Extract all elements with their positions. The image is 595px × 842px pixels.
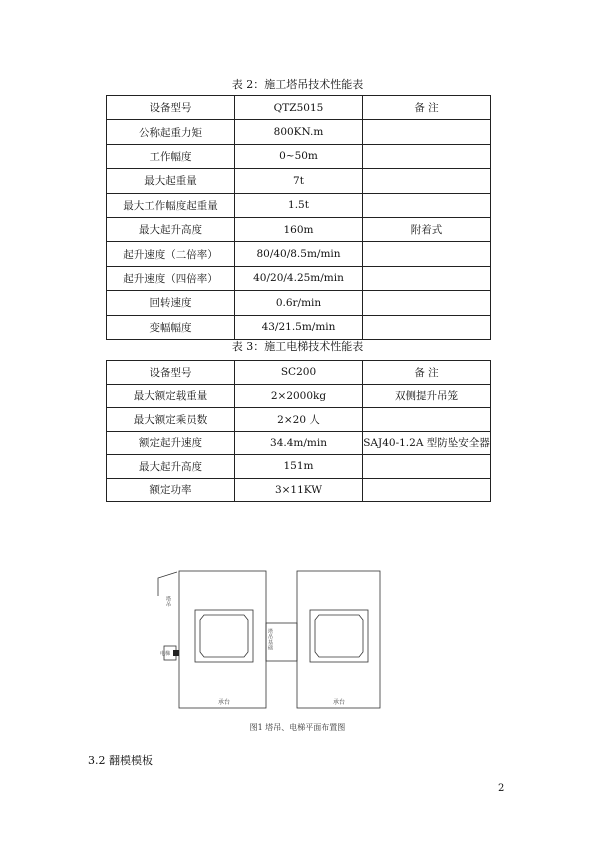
table2-caption: 表 2：施工塔吊技术性能表 — [231, 78, 364, 91]
table-row — [107, 291, 491, 315]
table-cell: 备 注 — [363, 96, 491, 120]
table-cell: SAJ40-1.2A 型防坠安全器 — [363, 431, 491, 455]
table-cell: 3×11KW — [235, 478, 363, 502]
table-cell: 设备型号 — [107, 361, 235, 385]
table-cell: 起升速度（二倍率） — [107, 242, 235, 266]
table-cell — [363, 315, 491, 339]
table-cell: 最大起重量 — [107, 169, 235, 193]
table3-caption: 表 3：施工电梯技术性能表 — [231, 340, 364, 353]
table-cell — [363, 144, 491, 168]
table-cell: 回转速度 — [107, 291, 235, 315]
table-cell: 0~50m — [235, 144, 363, 168]
table-cell: 变幅幅度 — [107, 315, 235, 339]
table-row — [107, 242, 491, 266]
table-cell: 工作幅度 — [107, 144, 235, 168]
table-row — [107, 315, 491, 339]
table-cell: 2×2000kg — [235, 384, 363, 408]
direction-line — [158, 572, 177, 596]
table-cell: 最大额定乘员数 — [107, 408, 235, 432]
table-cell — [363, 478, 491, 502]
table-cell: 43/21.5m/min — [235, 315, 363, 339]
table-row — [107, 193, 491, 217]
table-row — [107, 217, 491, 241]
table-row — [107, 361, 491, 385]
table-cell: QTZ5015 — [235, 96, 363, 120]
crane-spec-table — [106, 95, 491, 340]
elevator-label: 电梯 — [160, 651, 171, 657]
section-heading: 3.2 翻模模板 — [88, 754, 153, 767]
table-cell — [363, 242, 491, 266]
left-core-outer — [195, 610, 253, 662]
table-cell: 80/40/8.5m/min — [235, 242, 363, 266]
table-cell — [363, 169, 491, 193]
table-cell: 附着式 — [363, 217, 491, 241]
elevator-spec-body — [107, 361, 491, 502]
table-cell: SC200 — [235, 361, 363, 385]
table-cell: 34.4m/min — [235, 431, 363, 455]
right-core-inner — [315, 615, 363, 657]
table-cell: 最大起升高度 — [107, 217, 235, 241]
left-core-inner — [200, 615, 248, 657]
table-cell — [363, 455, 491, 479]
table-cell: 151m — [235, 455, 363, 479]
table-cell: 800KN.m — [235, 120, 363, 144]
fangbu-label: 塔吊 — [166, 596, 172, 608]
table-cell: 双侧提升吊笼 — [363, 384, 491, 408]
table-row — [107, 384, 491, 408]
table-row — [107, 144, 491, 168]
right-cap-outline — [297, 571, 380, 708]
table-cell: 备 注 — [363, 361, 491, 385]
table-cell: 起升速度（四倍率） — [107, 266, 235, 290]
table-cell: 160m — [235, 217, 363, 241]
table-cell: 1.5t — [235, 193, 363, 217]
table-cell — [363, 120, 491, 144]
table-cell: 最大工作幅度起重量 — [107, 193, 235, 217]
table-cell: 0.6r/min — [235, 291, 363, 315]
table-row — [107, 169, 491, 193]
layout-figure — [140, 566, 400, 736]
table-cell: 额定功率 — [107, 478, 235, 502]
elevator-spec-table — [106, 360, 491, 502]
figure-caption: 图1 塔吊、电梯平面布置图 — [249, 723, 346, 732]
table-cell — [363, 193, 491, 217]
table-cell: 设备型号 — [107, 96, 235, 120]
table-cell: 额定起升速度 — [107, 431, 235, 455]
table-row — [107, 266, 491, 290]
table-row — [107, 120, 491, 144]
table-cell: 最大起升高度 — [107, 455, 235, 479]
table-cell: 2×20 人 — [235, 408, 363, 432]
right-core-outer — [310, 610, 368, 662]
table-cell: 7t — [235, 169, 363, 193]
crane-base-label: 塔吊基础 — [268, 629, 274, 652]
table-row — [107, 478, 491, 502]
table-cell — [363, 291, 491, 315]
elevator-mark — [173, 650, 179, 656]
page-number: 2 — [498, 783, 505, 794]
crane-spec-body — [107, 96, 491, 340]
table-row — [107, 408, 491, 432]
table-row — [107, 96, 491, 120]
table-cell: 公称起重力矩 — [107, 120, 235, 144]
left-cap-label: 承台 — [218, 699, 231, 706]
table-cell: 40/20/4.25m/min — [235, 266, 363, 290]
table-cell — [363, 266, 491, 290]
table-row — [107, 455, 491, 479]
table-cell: 最大额定载重量 — [107, 384, 235, 408]
table-cell — [363, 408, 491, 432]
table-row — [107, 431, 491, 455]
right-cap-label: 承台 — [333, 699, 346, 706]
